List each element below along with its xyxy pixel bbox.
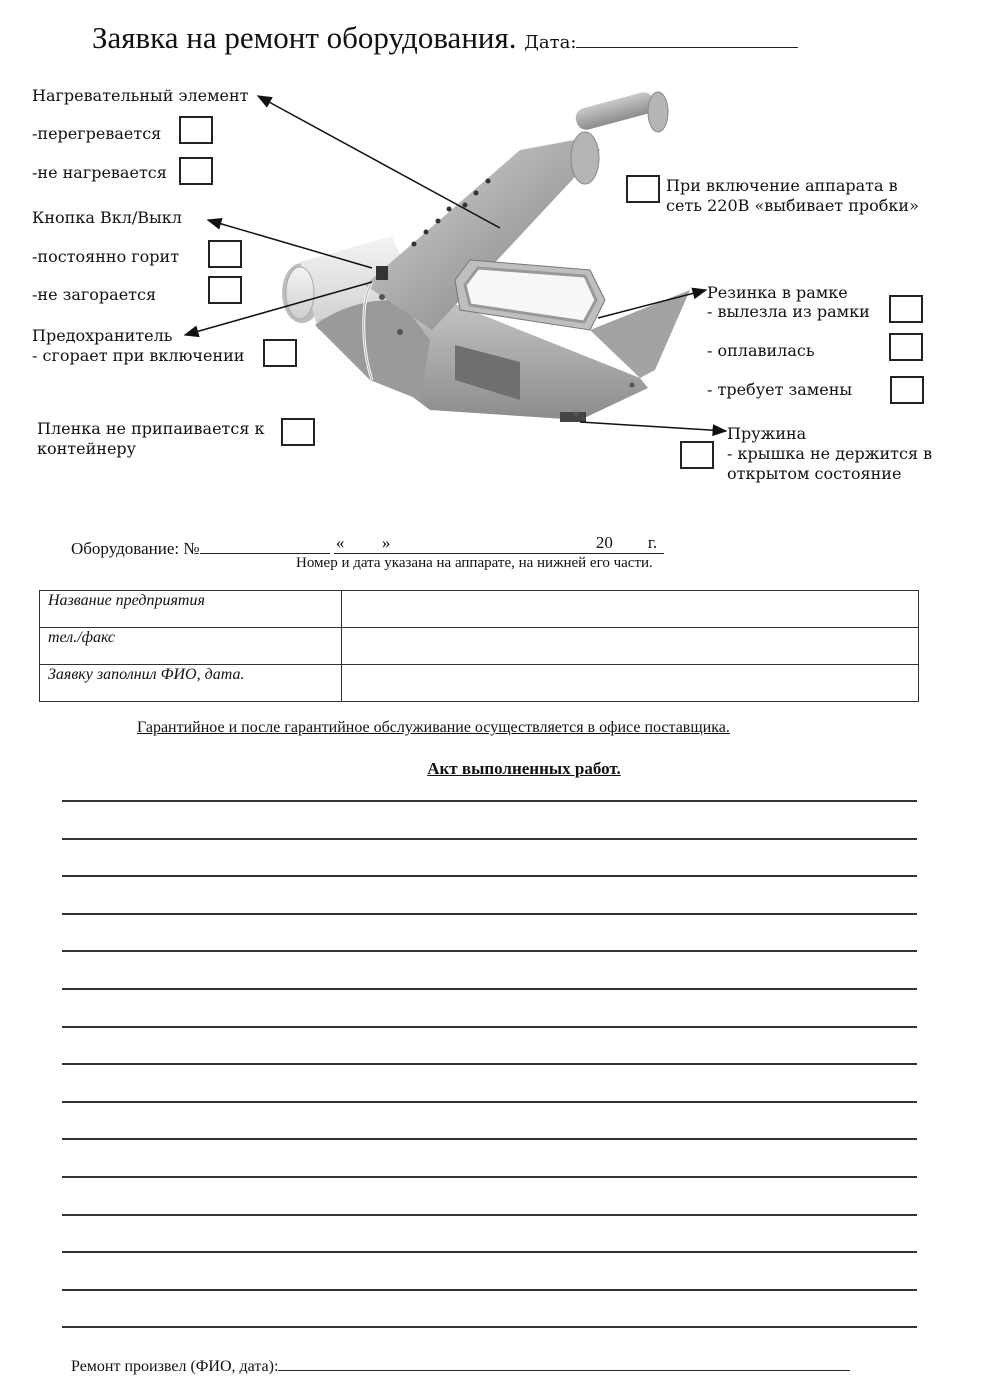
gasket-came-out-checkbox[interactable]: [889, 295, 923, 323]
year-suffix: г.: [647, 533, 658, 552]
act-line[interactable]: [62, 1026, 917, 1028]
fuse-title: Предохранитель: [32, 326, 173, 345]
film-label-line2: контейнеру: [37, 439, 137, 458]
power-button-title: Кнопка Вкл/Выкл: [32, 208, 182, 227]
company-info-table: [39, 590, 919, 702]
mains-trips-checkbox[interactable]: [626, 175, 660, 203]
heating-element-title: Нагревательный элемент: [32, 86, 249, 105]
power-not-lit-checkbox[interactable]: [208, 276, 242, 304]
table-row: [40, 628, 919, 665]
act-line[interactable]: [62, 838, 917, 840]
fuse-burns-checkbox[interactable]: [263, 339, 297, 367]
mains-label-line1: При включение аппарата в: [666, 176, 898, 195]
gasket-came-out-label: - вылезла из рамки: [707, 302, 870, 321]
spring-label-line1: - крышка не держится в: [727, 444, 933, 463]
power-not-lit-label: -не загорается: [32, 285, 157, 304]
quote-close: »: [381, 533, 391, 552]
company-name-label: Название предприятия: [40, 591, 342, 628]
table-row: [40, 591, 919, 628]
power-always-on-label: -постоянно горит: [32, 247, 180, 266]
warranty-note: Гарантийное и после гарантийное обслуживание осуществляется в офисе поставщика.: [137, 719, 730, 736]
gasket-melted-checkbox[interactable]: [889, 333, 923, 361]
year-prefix: 20: [595, 533, 613, 552]
fuse-burns-label: - сгорает при включении: [32, 346, 245, 365]
power-always-on-checkbox[interactable]: [208, 240, 242, 268]
repair-by-line: [71, 1352, 850, 1376]
film-label-line1: Пленка не припаивается к: [37, 419, 265, 438]
spring-title: Пружина: [727, 424, 807, 443]
act-line[interactable]: [62, 875, 917, 877]
quote-open: «: [335, 533, 345, 552]
spring-label-line2: открытом состояние: [727, 464, 902, 483]
filled-by-label: Заявку заполнил ФИО, дата.: [40, 665, 342, 702]
act-line[interactable]: [62, 1138, 917, 1140]
film-not-sealing-checkbox[interactable]: [281, 418, 315, 446]
gasket-replace-label: - требует замены: [707, 380, 853, 399]
act-line[interactable]: [62, 913, 917, 915]
act-line[interactable]: [62, 1101, 917, 1103]
spring-lid-checkbox[interactable]: [680, 441, 714, 469]
equipment-date-field[interactable]: [334, 535, 664, 554]
phone-fax-field[interactable]: [342, 628, 919, 665]
heating-overheats-checkbox[interactable]: [179, 116, 213, 144]
repair-by-field[interactable]: [278, 1352, 850, 1371]
arrow-heating-element: [258, 96, 500, 228]
title-text: Заявка на ремонт оборудования.: [92, 20, 517, 55]
act-line[interactable]: [62, 950, 917, 952]
date-label: Дата:: [524, 32, 577, 53]
act-line[interactable]: [62, 1176, 917, 1178]
act-line[interactable]: [62, 1251, 917, 1253]
act-title: Акт выполненных работ.: [427, 759, 621, 778]
gasket-replace-checkbox[interactable]: [890, 376, 924, 404]
machine-illustration: [282, 90, 690, 422]
heating-not-heating-label: -не нагревается: [32, 163, 167, 182]
repair-by-label: Ремонт произвел (ФИО, дата):: [71, 1358, 279, 1375]
equipment-note: Номер и дата указана на аппарате, на нижней его части.: [296, 555, 653, 571]
table-row: [40, 665, 919, 702]
act-line[interactable]: [62, 1289, 917, 1291]
phone-fax-label: тел./факс: [40, 628, 342, 665]
equipment-number-field[interactable]: [200, 535, 330, 554]
heating-overheats-label: -перегревается: [32, 124, 162, 143]
arrow-spring: [580, 422, 726, 431]
gasket-melted-label: - оплавилась: [707, 341, 815, 360]
act-line[interactable]: [62, 988, 917, 990]
mains-label-line2: сеть 220В «выбивает пробки»: [666, 196, 919, 215]
equipment-label: Оборудование: №: [71, 539, 200, 558]
heating-not-heating-checkbox[interactable]: [179, 157, 213, 185]
filled-by-field[interactable]: [342, 665, 919, 702]
act-line[interactable]: [62, 800, 917, 802]
act-line[interactable]: [62, 1326, 917, 1328]
act-line[interactable]: [62, 1214, 917, 1216]
company-name-field[interactable]: [342, 591, 919, 628]
act-line[interactable]: [62, 1063, 917, 1065]
gasket-title: Резинка в рамке: [707, 283, 848, 302]
